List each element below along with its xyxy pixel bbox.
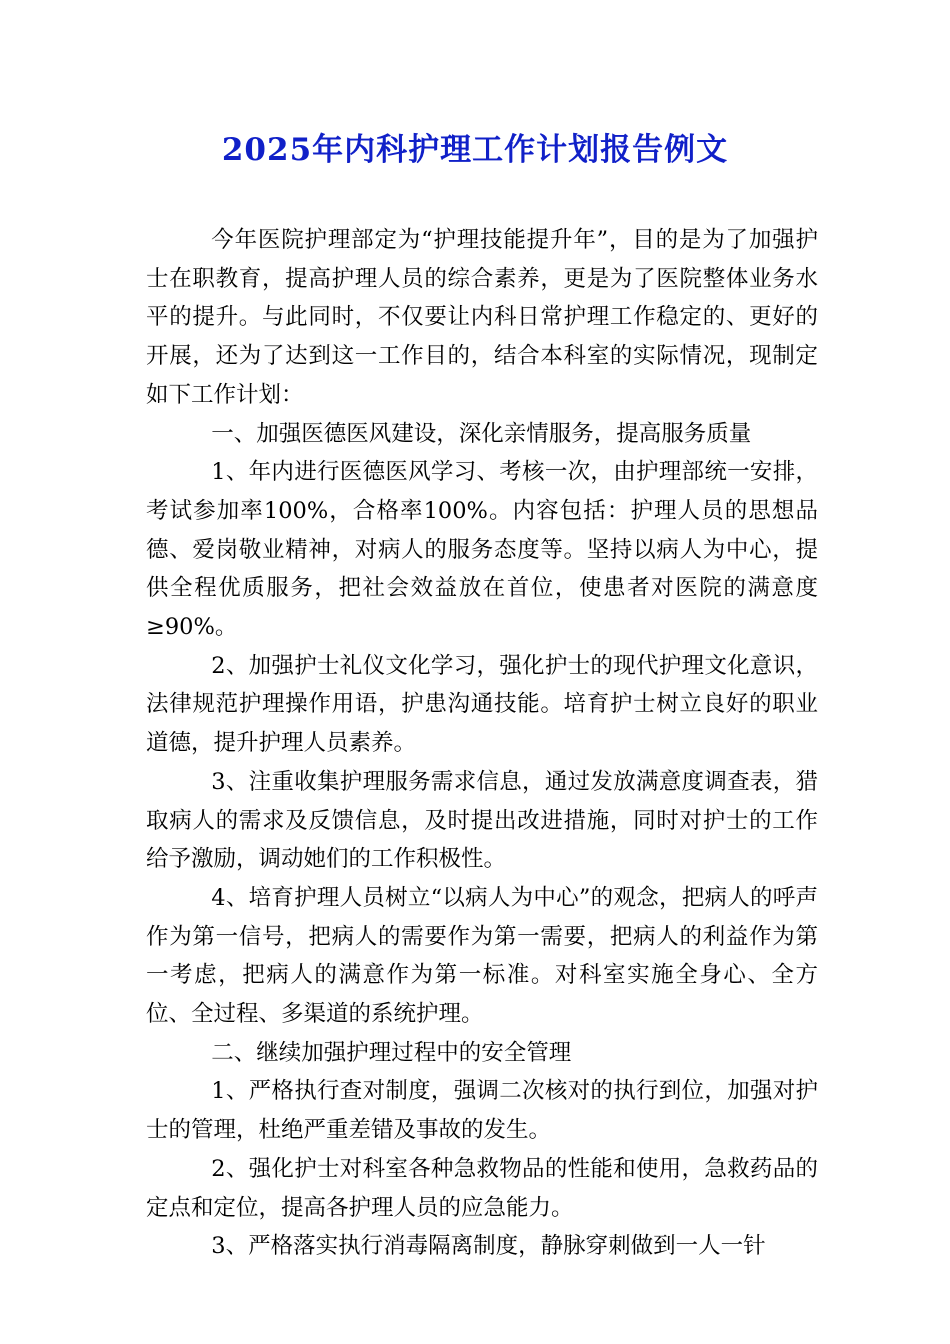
paragraph-1-2: 2、加强护士礼仪文化学习，强化护士的现代护理文化意识，法律规范护理操作用语，护患沟通技能。培育护士树立良好的职业道德，提升护理人员素养。 [146,652,818,757]
paragraph-2-1: 1、严格执行查对制度，强调二次核对的执行到位，加强对护士的管理，杜绝严重差错及事故的发生。 [146,1078,818,1144]
paragraph-1-1: 1、年内进行医德医风学习、考核一次，由护理部统一安排，考试参加率100%，合格率100%。内容包括：护理人员的思想品德、爱岗敬业精神，对病人的服务态度等。坚持以病人为中心，提供全程优质服务，把社会效益放在首位，使患者对医院的满意度≥90%。 [146,459,818,641]
document-title: 2025年内科护理工作计划报告例文 [221,132,729,168]
paragraph-2-2: 2、强化护士对科室各种急救物品的性能和使用，急救药品的定点和定位，提高各护理人员的应急能力。 [146,1155,818,1221]
paragraph-1-3: 3、注重收集护理服务需求信息，通过发放满意度调查表，猎取病人的需求及反馈信息，及时提出改进措施，同时对护士的工作给予激励，调动她们的工作积极性。 [146,768,818,873]
document-body [146,221,818,1266]
paragraph-intro: 今年医院护理部定为“护理技能提升年”，目的是为了加强护士在职教育，提高护理人员的综合素养，更是为了医院整体业务水平的提升。与此同时，不仅要让内科日常护理工作稳定的、更好的开展，还为了达到这一工作目的，结合本科室的实际情况，现制定如下工作计划： [146,227,818,408]
paragraph-1-4: 4、培育护理人员树立“以病人为中心”的观念，把病人的呼声作为第一信号，把病人的需要作为第一需要，把病人的利益作为第一考虑，把病人的满意作为第一标准。对科室实施全身心、全方位、全过程、多渠道的系统护理。 [146,884,818,1028]
section-heading-1: 一、加强医德医风建设，深化亲情服务，提高服务质量 [211,420,752,447]
paragraph-2-3: 3、严格落实执行消毒隔离制度，静脉穿刺做到一人一针 [211,1233,766,1260]
section-heading-2: 二、继续加强护理过程中的安全管理 [211,1039,572,1066]
